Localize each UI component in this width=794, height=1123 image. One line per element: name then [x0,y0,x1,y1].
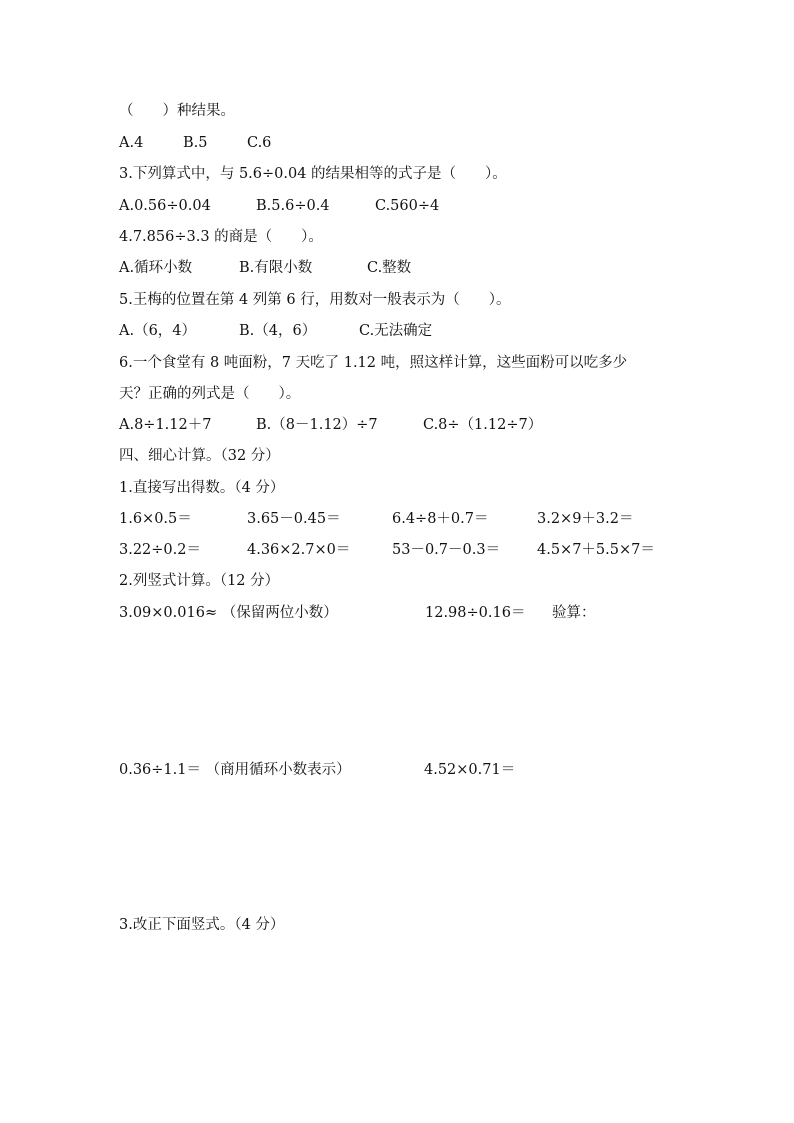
q4-question: 4.7.856÷3.3 的商是（ ）。 [119,229,323,245]
q2-option-b: B.5 [183,135,208,151]
section-4-title: 四、细心计算。（32 分） [119,448,280,464]
q6-question-line-2: 天？正确的列式是（ ）。 [119,386,301,402]
q6-options [119,415,679,435]
calc-item: 3.2×9＋3.2＝ [537,511,634,527]
verification-label: 验算： [552,605,596,621]
vertical-calc-item: 12.98÷0.16＝ [425,605,526,621]
q6-option-c: C.8÷（1.12÷7） [423,417,543,433]
s4-q2-row-1 [119,603,679,623]
q6-question-line-1: 6.一个食堂有 8 吨面粉，7 天吃了 1.12 吨，照这样计算，这些面粉可以吃多少 [119,355,628,371]
calc-item: 1.6×0.5＝ [119,511,192,527]
q5-options [119,321,679,341]
s4-q2-title: 2.列竖式计算。（12 分） [119,573,280,589]
calc-item: 3.22÷0.2＝ [119,542,201,558]
q4-options [119,258,679,278]
q5-option-b: B.（4，6） [239,323,317,339]
q2-tail: （ ）种结果。 [119,103,235,119]
calc-item: 53－0.7－0.3＝ [392,542,501,558]
s4-q1-row-2 [119,540,679,560]
calc-item: 4.5×7＋5.5×7＝ [537,542,655,558]
s4-q3-title: 3.改正下面竖式。（4 分） [119,917,285,933]
s4-q1-row-1 [119,509,679,529]
q2-option-a: A.4 [119,135,144,151]
q5-option-c: C.无法确定 [359,323,433,339]
vertical-calc-item: 0.36÷1.1＝ （商用循环小数表示） [119,762,351,778]
q4-option-a: A.循环小数 [119,260,193,276]
q2-options [119,133,679,153]
s4-q1-title: 1.直接写出得数。（4 分） [119,480,285,496]
calc-item: 6.4÷8＋0.7＝ [392,511,489,527]
q6-option-a: A.8÷1.12＋7 [119,417,212,433]
q4-option-b: B.有限小数 [239,260,313,276]
q3-options [119,196,679,216]
calc-item: 4.36×2.7×0＝ [247,542,351,558]
q3-option-b: B.5.6÷0.4 [256,198,330,214]
q2-option-c: C.6 [247,135,272,151]
vertical-calc-item: 4.52×0.71＝ [424,762,516,778]
q4-option-c: C.整数 [367,260,412,276]
q3-option-c: C.560÷4 [375,198,440,214]
s4-q2-row-2 [119,760,679,780]
vertical-calc-item: 3.09×0.016≈ （保留两位小数） [119,605,338,621]
q3-option-a: A.0.56÷0.04 [119,198,211,214]
calc-item: 3.65－0.45＝ [247,511,341,527]
q5-option-a: A.（6，4） [119,323,197,339]
q3-question: 3.下列算式中，与 5.6÷0.04 的结果相等的式子是（ ）。 [119,166,507,182]
q6-option-b: B.（8－1.12）÷7 [256,417,378,433]
q5-question: 5.王梅的位置在第 4 列第 6 行，用数对一般表示为（ ）。 [119,292,511,308]
